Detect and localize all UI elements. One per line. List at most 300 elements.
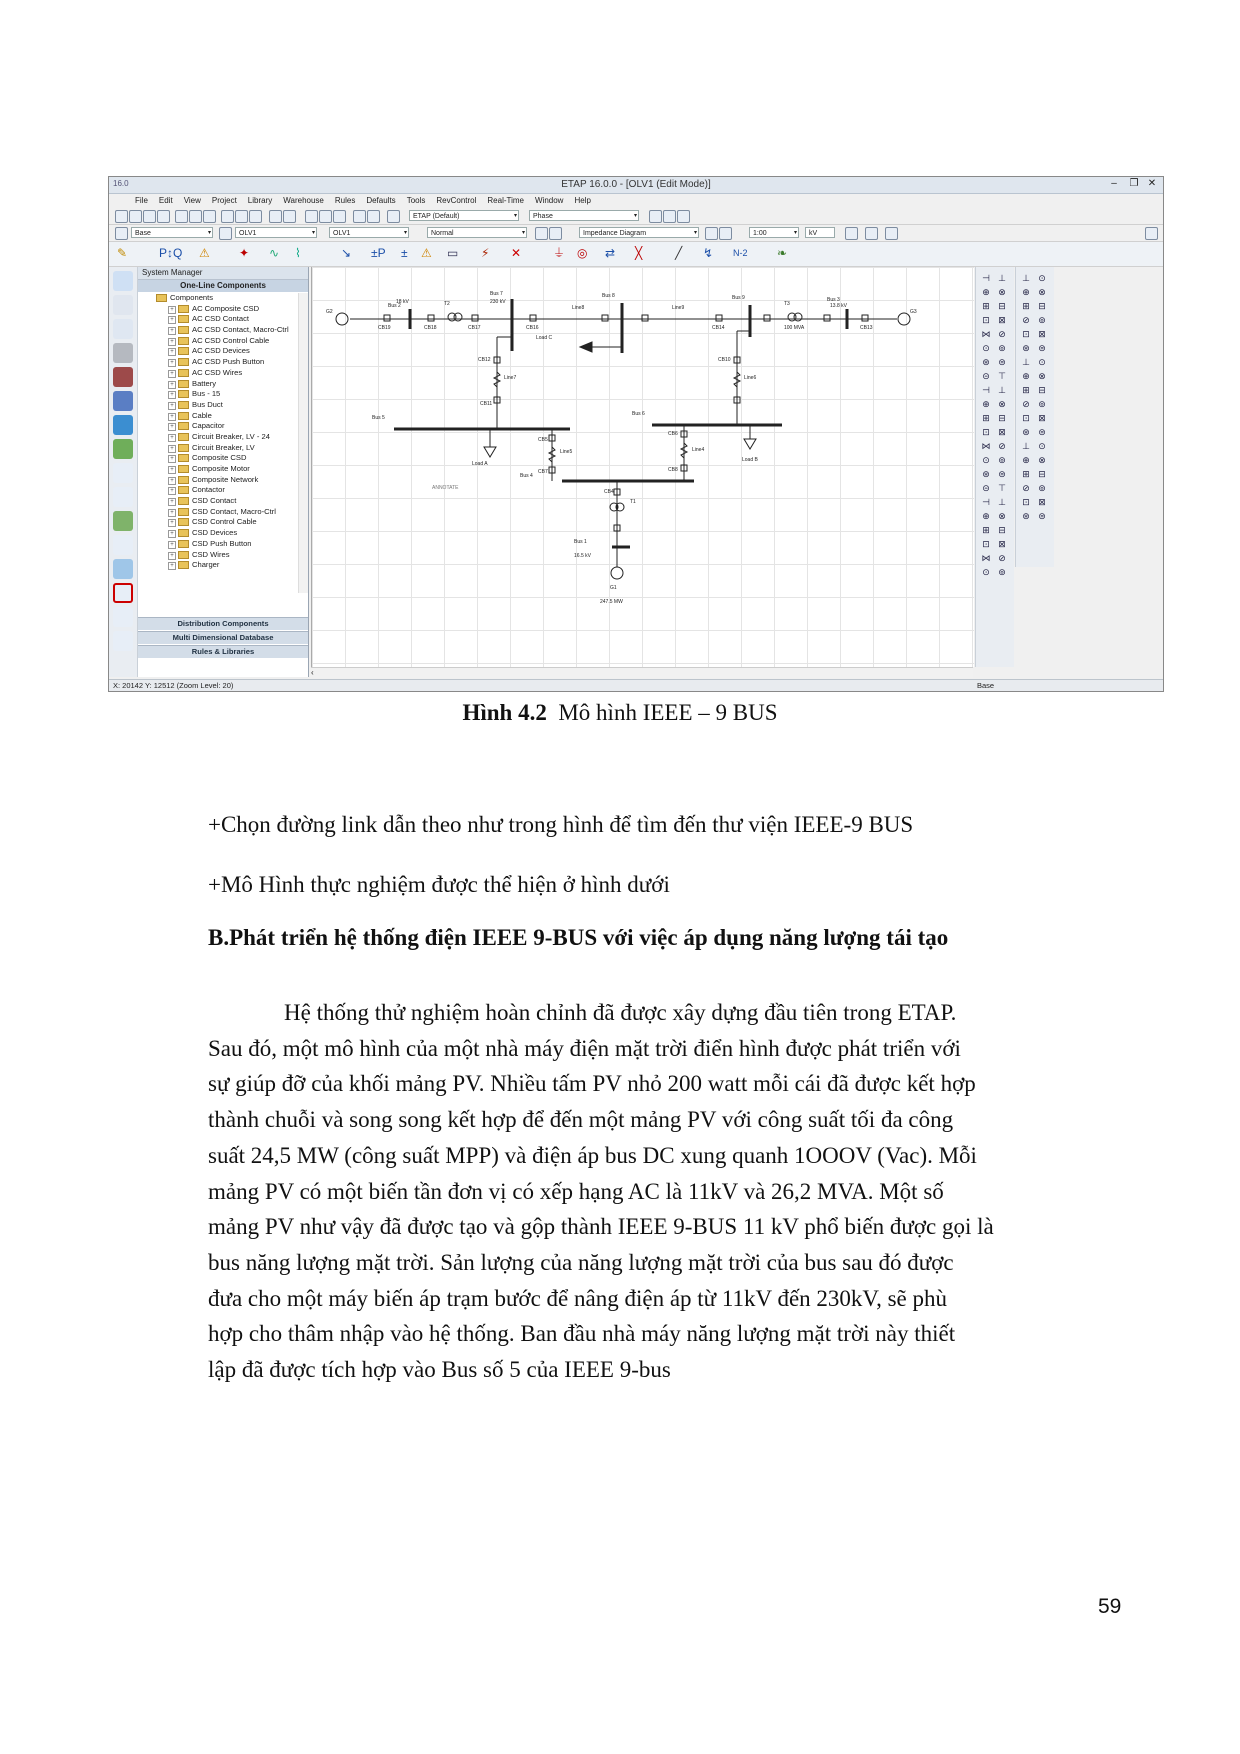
- tree-item[interactable]: + Cable: [138, 411, 298, 422]
- element-tool-icon[interactable]: ⊙: [982, 343, 990, 353]
- tree-item[interactable]: + CSD Control Cable: [138, 517, 298, 528]
- open-icon[interactable]: [129, 210, 142, 223]
- svg-text:Bus 7: Bus 7: [490, 291, 503, 297]
- svg-text:Line5: Line5: [560, 449, 573, 455]
- left-toolbar: [109, 267, 138, 677]
- element-tool-icon[interactable]: ⊚: [1038, 399, 1046, 409]
- folder-icon: [178, 454, 189, 462]
- expand-icon[interactable]: +: [168, 327, 176, 335]
- element-tool-icon[interactable]: ⊡: [1022, 413, 1030, 423]
- motor-acceleration-icon[interactable]: ✦: [239, 246, 250, 260]
- body-line: hợp cho thâm nhập vào hệ thống. Ban đầu nhà máy năng lượng mặt trời này thiết: [208, 1321, 956, 1347]
- element-tool-icon[interactable]: ⊜: [1038, 427, 1046, 437]
- tree-item[interactable]: + CSD Devices: [138, 528, 298, 539]
- svg-text:247.5 MW: 247.5 MW: [600, 599, 623, 605]
- svg-text:CB8: CB8: [668, 467, 678, 473]
- redo-icon[interactable]: [283, 210, 296, 223]
- tree-item[interactable]: + AC CSD Control Cable: [138, 336, 298, 347]
- expand-icon[interactable]: +: [168, 434, 176, 442]
- grid-icon[interactable]: [305, 210, 318, 223]
- panel-icon[interactable]: [113, 319, 133, 339]
- expand-icon[interactable]: +: [168, 306, 176, 314]
- svg-text:Bus 9: Bus 9: [732, 295, 745, 301]
- expand-icon[interactable]: +: [168, 381, 176, 389]
- tree-item[interactable]: + Battery: [138, 379, 298, 390]
- body-line: lập đã được tích hợp vào Bus số 5 của IEEE 9-bus: [208, 1357, 671, 1383]
- element-tool-icon[interactable]: ⊥: [1022, 273, 1030, 283]
- folder-icon: [178, 518, 189, 526]
- diagram-select[interactable]: Impedance Diagram ▾: [579, 227, 699, 238]
- system-manager-section[interactable]: One-Line Components: [138, 280, 308, 292]
- body-line: Sau đó, một mô hình của một nhà máy điện mặt trời điển hình được phát triển với: [208, 1035, 961, 1061]
- transmission-icon[interactable]: ╱: [675, 246, 683, 260]
- element-tool-icon[interactable]: ⊕: [1022, 455, 1030, 465]
- body-line: thành chuỗi và song song kết hợp để đến một mảng PV với công suất tối đa công: [208, 1107, 954, 1133]
- tree-item[interactable]: + Composite Network: [138, 475, 298, 486]
- element-tool-icon[interactable]: ⋈: [981, 441, 991, 451]
- element-tool-icon[interactable]: ⊚: [998, 343, 1006, 353]
- tree-item[interactable]: + CSD Push Button: [138, 539, 298, 550]
- cable-pulling-icon[interactable]: ◎: [577, 246, 588, 260]
- ground-grid-icon[interactable]: ⏚: [553, 246, 566, 260]
- expand-icon[interactable]: +: [168, 316, 176, 324]
- expand-icon[interactable]: +: [168, 402, 176, 410]
- star-view-icon[interactable]: [113, 295, 133, 315]
- menu-realtime[interactable]: Real-Time: [487, 196, 524, 205]
- tree-item[interactable]: + Composite Motor: [138, 464, 298, 475]
- expand-icon[interactable]: +: [168, 445, 176, 453]
- folder-icon: [178, 465, 189, 473]
- element-tool-icon[interactable]: ⋈: [981, 329, 991, 339]
- maximize-icon[interactable]: ❐: [1129, 178, 1139, 189]
- element-tool-icon[interactable]: ⊞: [1022, 469, 1030, 479]
- folder-icon: [178, 347, 189, 355]
- svg-text:G2: G2: [326, 309, 333, 315]
- snowflake-icon[interactable]: [115, 227, 128, 240]
- svg-text:CB13: CB13: [860, 325, 873, 331]
- element-tool-icon[interactable]: ⊤: [998, 371, 1006, 381]
- body-line: mảng PV có một biến tần đơn vị có xếp hạng AC là 11kV và 26,2 MVA. Một số: [208, 1178, 944, 1204]
- arc-flash-icon[interactable]: ⚠: [421, 246, 432, 260]
- element-tool-icon[interactable]: ⊟: [998, 301, 1006, 311]
- toolbar-options-icon[interactable]: [1145, 227, 1158, 240]
- canvas-hscrollbar[interactable]: ‹: [311, 667, 973, 678]
- layers-icon[interactable]: [705, 227, 718, 240]
- tree-item[interactable]: + AC CSD Contact, Macro-Ctrl: [138, 325, 298, 336]
- element-tool-icon[interactable]: ⊥: [998, 385, 1006, 395]
- base-select[interactable]: Base ▾: [131, 227, 213, 238]
- expand-icon[interactable]: +: [168, 466, 176, 474]
- print-icon[interactable]: [157, 210, 170, 223]
- element-tool-icon[interactable]: ⊕: [1022, 371, 1030, 381]
- element-tool-icon[interactable]: ⊥: [998, 497, 1006, 507]
- element-tool-icon[interactable]: ⊞: [1022, 385, 1030, 395]
- folder-icon: [178, 497, 189, 505]
- body-line: mảng PV như vậy đã được tạo và gộp thành IEEE 9-BUS 11 kV phổ biến được gọi là: [208, 1214, 994, 1240]
- element-tool-icon[interactable]: ⊟: [998, 525, 1006, 535]
- tree-item[interactable]: + Charger: [138, 560, 298, 571]
- new-icon[interactable]: [115, 210, 128, 223]
- tree-item[interactable]: + Bus - 15: [138, 389, 298, 400]
- short-circuit-icon[interactable]: ⚠: [199, 246, 210, 260]
- element-tool-icon[interactable]: ⊘: [998, 441, 1006, 451]
- optimal-power-flow-icon[interactable]: ±P: [371, 246, 386, 260]
- menu-help[interactable]: Help: [574, 196, 591, 205]
- rules-libraries-tab[interactable]: Rules & Libraries: [138, 645, 308, 658]
- ground-grid-side-icon[interactable]: [113, 463, 133, 483]
- menu-tools[interactable]: Tools: [406, 196, 426, 205]
- menu-defaults[interactable]: Defaults: [366, 196, 396, 205]
- element-tool-icon[interactable]: ⊚: [1038, 483, 1046, 493]
- expand-icon[interactable]: +: [168, 338, 176, 346]
- instruction-line-1: +Chọn đường link dẫn theo như trong hình để tìm đến thư viện IEEE-9 BUS: [208, 812, 914, 837]
- element-tool-icon[interactable]: ⊣: [982, 385, 990, 395]
- element-tool-icon[interactable]: ⊗: [998, 511, 1006, 521]
- svg-text:18 kV: 18 kV: [396, 299, 409, 305]
- instruction-line-2: +Mô Hình thực nghiệm được thể hiện ở hình dưới: [208, 872, 670, 897]
- tree-item[interactable]: + Contactor: [138, 485, 298, 496]
- folder-icon: [178, 508, 189, 516]
- dc-arc-icon[interactable]: ✕: [511, 246, 522, 260]
- tree-item[interactable]: + Capacitor: [138, 421, 298, 432]
- copy-icon[interactable]: [189, 210, 202, 223]
- folder-icon: [178, 337, 189, 345]
- compare-icon[interactable]: [535, 227, 548, 240]
- svg-text:CB18: CB18: [424, 325, 437, 331]
- element-tool-icon[interactable]: ⊠: [1038, 497, 1046, 507]
- transient-icon[interactable]: ⌇: [295, 246, 301, 260]
- expand-icon[interactable]: +: [168, 562, 176, 570]
- svg-text:CB19: CB19: [378, 325, 391, 331]
- element-tool-icon[interactable]: ⊟: [1038, 301, 1046, 311]
- one-line-canvas[interactable]: [311, 267, 974, 667]
- element-tool-icon[interactable]: ⊤: [998, 483, 1006, 493]
- svg-text:CB14: CB14: [712, 325, 725, 331]
- svg-text:100 MVA: 100 MVA: [784, 325, 805, 331]
- check-icon[interactable]: [319, 210, 332, 223]
- zoom-out-icon[interactable]: [235, 210, 248, 223]
- landscape-icon[interactable]: [113, 511, 133, 531]
- element-tool-icon[interactable]: ⊠: [998, 315, 1006, 325]
- kv-select[interactable]: kV: [805, 227, 835, 238]
- element-tool-icon[interactable]: ⊙: [1038, 273, 1046, 283]
- tree-item[interactable]: + Composite CSD: [138, 453, 298, 464]
- menu-rules[interactable]: Rules: [334, 196, 356, 205]
- element-tool-icon[interactable]: ⊛: [1022, 511, 1030, 521]
- phase-select[interactable]: Phase ▾: [529, 210, 639, 221]
- element-tool-icon[interactable]: ⊠: [998, 539, 1006, 549]
- element-tool-icon[interactable]: ⊞: [982, 525, 990, 535]
- control-icon[interactable]: [113, 343, 133, 363]
- n2-study-icon[interactable]: N-2: [733, 248, 748, 258]
- help-icon[interactable]: [387, 210, 400, 223]
- library-side-icon[interactable]: [113, 631, 133, 651]
- olv-select-right[interactable]: OLV1 ▾: [329, 227, 409, 238]
- tree-item[interactable]: + AC CSD Wires: [138, 368, 298, 379]
- element-tool-icon[interactable]: ⊠: [1038, 413, 1046, 423]
- expand-icon[interactable]: +: [168, 423, 176, 431]
- olv-select-left[interactable]: OLV1 ▾: [235, 227, 317, 238]
- voltage-icon[interactable]: ↯: [703, 246, 714, 260]
- theme-icon[interactable]: [333, 210, 346, 223]
- element-tool-icon[interactable]: ⊡: [982, 315, 990, 325]
- svg-text:Load B: Load B: [742, 457, 758, 463]
- svg-text:Load A: Load A: [472, 461, 488, 467]
- status-bar: [109, 679, 1163, 692]
- expand-icon[interactable]: +: [168, 552, 176, 560]
- element-tool-icon[interactable]: ⊜: [1038, 511, 1046, 521]
- expand-icon[interactable]: +: [168, 487, 176, 495]
- folder-icon: [178, 326, 189, 334]
- body-line: đưa cho một máy biến áp trạm bước để nâng điện áp từ 11kV đến 230kV, sẽ phù: [208, 1285, 947, 1311]
- element-tool-icon[interactable]: ⊞: [1022, 301, 1030, 311]
- element-tool-icon[interactable]: ⊙: [1038, 441, 1046, 451]
- svg-text:ANNOTATE: ANNOTATE: [432, 485, 459, 491]
- element-tool-icon[interactable]: ⊕: [982, 287, 990, 297]
- svg-text:Line7: Line7: [504, 375, 517, 381]
- undo-icon[interactable]: [269, 210, 282, 223]
- expand-icon[interactable]: +: [168, 541, 176, 549]
- reliability-icon[interactable]: ±: [401, 246, 408, 260]
- element-tool-icon[interactable]: ⊗: [998, 287, 1006, 297]
- element-tool-icon[interactable]: ⊘: [1022, 399, 1030, 409]
- menu-view[interactable]: View: [183, 196, 201, 205]
- load-flow-icon[interactable]: P↕Q: [159, 246, 183, 260]
- standard-toolbar: [109, 208, 1163, 225]
- tree-item[interactable]: + CSD Wires: [138, 550, 298, 561]
- document-icon[interactable]: [113, 535, 133, 555]
- app-icon: 16.0: [113, 179, 129, 188]
- expand-icon[interactable]: +: [168, 391, 176, 399]
- element-tool-icon[interactable]: ⊞: [982, 301, 990, 311]
- element-tool-icon[interactable]: ⊘: [998, 553, 1006, 563]
- svg-text:G3: G3: [910, 309, 917, 315]
- tree-item[interactable]: + CSD Contact, Macro-Ctrl: [138, 507, 298, 518]
- element-tool-icon[interactable]: ⊚: [1038, 315, 1046, 325]
- harmonic-icon[interactable]: ∿: [269, 246, 280, 260]
- tree-item[interactable]: + AC Composite CSD: [138, 304, 298, 315]
- element-tool-icon[interactable]: ⊥: [1022, 357, 1030, 367]
- element-tool-icon[interactable]: ⊘: [1022, 483, 1030, 493]
- brush-icon[interactable]: [677, 210, 690, 223]
- component-tree: [138, 293, 298, 593]
- element-tool-icon[interactable]: ⊟: [1038, 469, 1046, 479]
- expand-icon[interactable]: +: [168, 530, 176, 538]
- svg-text:Bus 8: Bus 8: [602, 293, 615, 299]
- plant-icon[interactable]: [885, 227, 898, 240]
- color-icon[interactable]: [649, 210, 662, 223]
- print-preview-icon[interactable]: [865, 227, 878, 240]
- menu-window[interactable]: Window: [535, 196, 564, 205]
- element-tool-icon[interactable]: ⊚: [998, 567, 1006, 577]
- element-tool-icon[interactable]: ⊟: [1038, 385, 1046, 395]
- element-tool-icon[interactable]: ⊠: [998, 427, 1006, 437]
- report-icon[interactable]: [353, 210, 366, 223]
- menu-library[interactable]: Library: [247, 196, 273, 205]
- zoom-in-icon[interactable]: [221, 210, 234, 223]
- element-tool-icon[interactable]: ⊥: [998, 273, 1006, 283]
- menu-bar: [109, 194, 1163, 207]
- element-tool-icon[interactable]: ⊛: [982, 469, 990, 479]
- mode-toolbar: [109, 242, 1163, 267]
- element-tool-icon[interactable]: ⊣: [982, 497, 990, 507]
- svg-text:13.8 kV: 13.8 kV: [830, 303, 847, 309]
- element-tool-icon[interactable]: ⊡: [1022, 329, 1030, 339]
- svg-text:Line8: Line8: [572, 305, 585, 311]
- svg-text:230 kV: 230 kV: [490, 299, 506, 305]
- battery-sizing-icon[interactable]: ▭: [447, 246, 459, 260]
- etap-screenshot: [108, 176, 1164, 692]
- svg-text:CB17: CB17: [468, 325, 481, 331]
- folder-icon: [178, 412, 189, 420]
- pen-icon[interactable]: [663, 210, 676, 223]
- expand-icon[interactable]: +: [168, 455, 176, 463]
- element-tool-icon[interactable]: ⊘: [1022, 315, 1030, 325]
- tree-item[interactable]: + AC CSD Push Button: [138, 357, 298, 368]
- tree-item[interactable]: + Circuit Breaker, LV - 24: [138, 432, 298, 443]
- element-tool-icon[interactable]: ⊕: [982, 511, 990, 521]
- svg-text:T2: T2: [444, 301, 450, 307]
- menu-warehouse[interactable]: Warehouse: [283, 196, 324, 205]
- refresh-icon[interactable]: [549, 227, 562, 240]
- protective-device-icon[interactable]: ↘: [341, 246, 352, 260]
- folder-icon: [178, 476, 189, 484]
- tree-item[interactable]: + CSD Contact: [138, 496, 298, 507]
- element-tool-icon[interactable]: ⊛: [1022, 427, 1030, 437]
- tree-item[interactable]: + Bus Duct: [138, 400, 298, 411]
- tree-item[interactable]: + AC CSD Contact: [138, 314, 298, 325]
- svg-text:CB7: CB7: [538, 469, 548, 475]
- element-tool-icon[interactable]: ⊙: [982, 455, 990, 465]
- element-tool-icon[interactable]: ⊕: [982, 399, 990, 409]
- element-tool-icon[interactable]: ⊡: [1022, 497, 1030, 507]
- tree-scrollbar[interactable]: [298, 293, 308, 593]
- element-tool-icon[interactable]: ⋈: [981, 553, 991, 563]
- element-tool-icon[interactable]: ⊛: [1022, 343, 1030, 353]
- globe-icon[interactable]: [113, 415, 133, 435]
- svg-text:Bus 5: Bus 5: [372, 415, 385, 421]
- project-toolbar: [109, 225, 1163, 242]
- element-tool-icon[interactable]: ⊙: [982, 567, 990, 577]
- tree-root[interactable]: Components: [138, 293, 298, 304]
- tree-item[interactable]: + AC CSD Devices: [138, 346, 298, 357]
- distribution-components-tab[interactable]: Distribution Components: [138, 617, 308, 630]
- element-tool-icon[interactable]: ⊗: [1038, 287, 1046, 297]
- cable-icon[interactable]: [113, 391, 133, 411]
- element-tool-icon[interactable]: ⊣: [982, 273, 990, 283]
- library-icon[interactable]: [367, 210, 380, 223]
- edit-mode-icon[interactable]: ✎: [117, 246, 128, 260]
- folder-icon: [178, 444, 189, 452]
- contingency-icon[interactable]: ╳: [635, 246, 643, 260]
- tree-item[interactable]: + Circuit Breaker, LV: [138, 443, 298, 454]
- network-icon[interactable]: [219, 227, 232, 240]
- recycle-icon[interactable]: [113, 559, 133, 579]
- element-tool-icon[interactable]: ⊗: [998, 399, 1006, 409]
- element-tool-icon[interactable]: ⊗: [1038, 371, 1046, 381]
- zoom-select[interactable]: 1:00 ▾: [749, 227, 799, 238]
- svg-text:CB11: CB11: [480, 401, 493, 407]
- paste-icon[interactable]: [203, 210, 216, 223]
- menu-file[interactable]: File: [135, 196, 148, 205]
- svg-text:CB12: CB12: [478, 357, 491, 363]
- save-icon[interactable]: [143, 210, 156, 223]
- configuration-select[interactable]: Normal ▾: [427, 227, 527, 238]
- underground-icon[interactable]: [113, 367, 133, 387]
- element-tool-icon[interactable]: ⊕: [1022, 287, 1030, 297]
- element-tool-icon[interactable]: ⊛: [982, 357, 990, 367]
- svg-text:Bus 2: Bus 2: [388, 303, 401, 309]
- expand-icon[interactable]: +: [168, 477, 176, 485]
- cut-icon[interactable]: [175, 210, 188, 223]
- element-tool-icon[interactable]: ⊜: [1038, 343, 1046, 353]
- body-paragraph: [208, 995, 1128, 1388]
- eco-icon[interactable]: ❧: [777, 246, 788, 260]
- traffic-light-icon[interactable]: [113, 607, 133, 627]
- svg-text:Line6: Line6: [744, 375, 757, 381]
- unbalanced-flow-icon[interactable]: ⚡: [481, 246, 490, 260]
- element-tool-icon[interactable]: ⊡: [982, 427, 990, 437]
- element-tool-icon[interactable]: ⊚: [998, 455, 1006, 465]
- element-tool-icon[interactable]: ⊥: [1022, 441, 1030, 451]
- folder-icon: [178, 390, 189, 398]
- switching-icon[interactable]: ⇄: [605, 246, 616, 260]
- stop-icon[interactable]: [113, 583, 133, 603]
- geo-map-icon[interactable]: [113, 439, 133, 459]
- element-tool-icon[interactable]: ⊝: [982, 371, 990, 381]
- svg-text:CB10: CB10: [718, 357, 731, 363]
- element-tool-icon[interactable]: ⊞: [982, 413, 990, 423]
- menu-revcontrol[interactable]: RevControl: [436, 196, 477, 205]
- minimize-icon[interactable]: –: [1111, 178, 1117, 189]
- element-tool-icon[interactable]: ⊟: [998, 413, 1006, 423]
- text-icon[interactable]: [719, 227, 732, 240]
- expand-icon[interactable]: +: [168, 359, 176, 367]
- svg-text:Bus 6: Bus 6: [632, 411, 645, 417]
- expand-icon[interactable]: +: [168, 498, 176, 506]
- element-tool-icon[interactable]: ⊡: [982, 539, 990, 549]
- expand-icon[interactable]: +: [168, 413, 176, 421]
- filter-icon[interactable]: [845, 227, 858, 240]
- element-tool-icon[interactable]: ⊜: [998, 469, 1006, 479]
- zoom-fit-icon[interactable]: [249, 210, 262, 223]
- folder-icon: [178, 433, 189, 441]
- element-tool-icon[interactable]: ⊝: [982, 483, 990, 493]
- svg-text:CB4: CB4: [604, 489, 614, 495]
- svg-text:16.5 kV: 16.5 kV: [574, 553, 591, 559]
- folder-icon: [178, 551, 189, 559]
- expand-icon[interactable]: +: [168, 519, 176, 527]
- element-tool-icon[interactable]: ⊙: [1038, 357, 1046, 367]
- element-tool-icon[interactable]: ⊗: [1038, 455, 1046, 465]
- element-tool-icon[interactable]: ⊜: [998, 357, 1006, 367]
- close-icon[interactable]: ✕: [1147, 178, 1157, 189]
- svg-text:Bus 1: Bus 1: [574, 539, 587, 545]
- expand-icon[interactable]: +: [168, 370, 176, 378]
- dots-icon[interactable]: [113, 487, 133, 507]
- menu-edit[interactable]: Edit: [158, 196, 173, 205]
- menu-project[interactable]: Project: [211, 196, 237, 205]
- multi-dimensional-database-tab[interactable]: Multi Dimensional Database: [138, 631, 308, 644]
- expand-icon[interactable]: +: [168, 509, 176, 517]
- network-tree-icon[interactable]: [113, 271, 133, 291]
- svg-text:Line4: Line4: [692, 447, 705, 453]
- body-line: suất 24,5 MW (công suất MPP) và điện áp bus DC xung quanh 1OOOV (Vac). Mỗi: [208, 1142, 977, 1168]
- expand-icon[interactable]: +: [168, 348, 176, 356]
- presentation-select[interactable]: ETAP (Default) ▾: [409, 210, 519, 221]
- element-tool-icon[interactable]: ⊠: [1038, 329, 1046, 339]
- element-tool-icon[interactable]: ⊘: [998, 329, 1006, 339]
